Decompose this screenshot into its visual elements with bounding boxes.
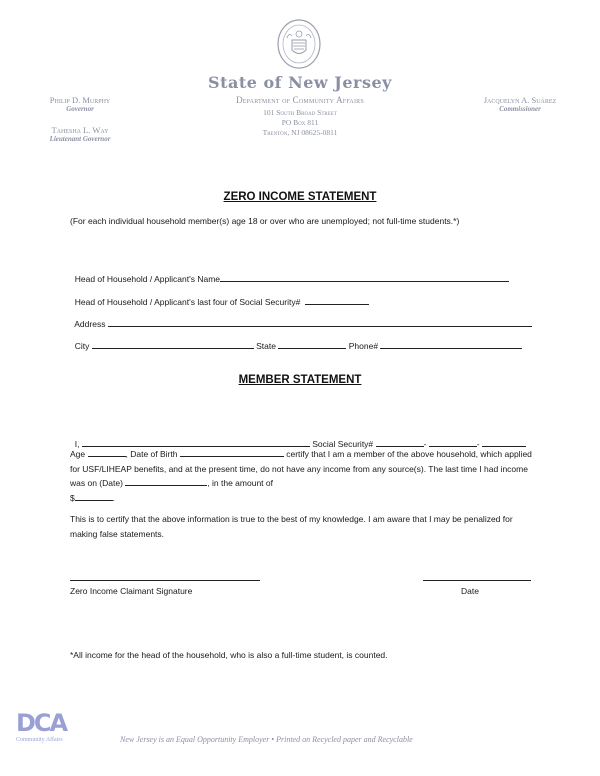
city-label: City bbox=[74, 341, 90, 351]
state-label: State bbox=[256, 341, 276, 351]
department-name: Department of Community Affairs bbox=[236, 95, 364, 105]
income-amount-field[interactable] bbox=[75, 491, 116, 503]
lt-governor-title: Lieutenant Governor bbox=[49, 135, 111, 143]
phone-field[interactable] bbox=[380, 339, 522, 349]
last-income-date-field[interactable] bbox=[125, 476, 207, 486]
member-name-field[interactable] bbox=[82, 437, 310, 447]
state-field[interactable] bbox=[278, 339, 346, 349]
signature-line[interactable] bbox=[70, 580, 260, 581]
commissioner-title: Commissioner bbox=[499, 105, 541, 113]
applicant-name-field[interactable] bbox=[220, 272, 509, 282]
signature-label: Zero Income Claimant Signature bbox=[70, 586, 193, 596]
footnote: *All income for the head of the household, who is also a full-time student, is counted. bbox=[70, 650, 388, 660]
dca-logo-subtitle: Community Affairs bbox=[16, 737, 63, 743]
governor-title: Governor bbox=[66, 105, 94, 113]
footer-tagline: New Jersey is an Equal Opportunity Employer • Printed on Recycled paper and Recyclable bbox=[120, 735, 413, 744]
lt-governor-name: Tahesha L. Way bbox=[51, 125, 109, 135]
governor-name: Philip D. Murphy bbox=[49, 95, 111, 105]
dca-logo-letters: DCA bbox=[16, 709, 67, 737]
phone-label: Phone# bbox=[348, 341, 379, 351]
state-seal-icon bbox=[276, 18, 322, 70]
age-label: Age bbox=[70, 449, 86, 459]
member-ssn-part3-field[interactable] bbox=[482, 437, 526, 447]
member-ssn-part2-field[interactable] bbox=[429, 437, 477, 447]
certify-text: certify that I am a member of the above household, which applied for USF/LIHEAP benefits, and at the present time, do not have any income from any source(s). The last time I had income was on (Date) bbox=[70, 449, 532, 488]
zero-income-heading: ZERO INCOME STATEMENT bbox=[223, 191, 377, 203]
state-title: State of New Jersey bbox=[208, 73, 392, 92]
address-row bbox=[70, 307, 532, 329]
ssn-separator: - bbox=[476, 439, 480, 449]
applicant-name-label: Head of Household / Applicant's Name bbox=[74, 274, 220, 284]
dob-label: , Date of Birth bbox=[125, 449, 178, 459]
date-label: Date bbox=[461, 586, 479, 596]
certification-statement: This is to certify that the above information is true to the best of my knowledge. I am aware that I may be penalized for making false statements. bbox=[70, 514, 513, 539]
applicant-ssn-row bbox=[70, 285, 369, 307]
applicant-name-row bbox=[70, 262, 509, 284]
age-field[interactable] bbox=[88, 447, 126, 457]
member-ssn-part1-field[interactable] bbox=[376, 437, 424, 447]
amount-text: , in the amount of bbox=[207, 478, 273, 488]
member-certify-paragraph bbox=[70, 447, 540, 505]
date-line[interactable] bbox=[423, 580, 531, 581]
member-ssn-label: Social Security# bbox=[312, 439, 374, 449]
member-statement-heading: MEMBER STATEMENT bbox=[238, 374, 362, 386]
city-state-phone-row bbox=[70, 329, 522, 351]
dob-field[interactable] bbox=[180, 447, 284, 457]
zero-income-subtitle: (For each individual household member(s) age 18 or over who are unemployed; not full-time students.*) bbox=[70, 216, 460, 226]
commissioner-name: Jacquelyn A. Suárez bbox=[483, 95, 557, 105]
i-label: I, bbox=[74, 439, 80, 449]
address-label: Address bbox=[74, 319, 106, 329]
commissioner-block bbox=[460, 95, 580, 113]
address-field[interactable] bbox=[108, 317, 532, 327]
dollar-sign: $ bbox=[70, 492, 75, 503]
city-field[interactable] bbox=[92, 339, 254, 349]
period: . bbox=[112, 492, 116, 503]
applicant-ssn-label: Head of Household / Applicant's last four of Social Security# bbox=[74, 297, 301, 307]
member-name-ssn-row bbox=[70, 427, 526, 449]
ssn-separator: - bbox=[423, 439, 427, 449]
lt-governor-block bbox=[20, 125, 140, 143]
applicant-ssn-field[interactable] bbox=[305, 295, 369, 305]
address-line-3: Trenton, NJ 08625-0811 bbox=[262, 128, 338, 137]
governor-block bbox=[20, 95, 140, 113]
dca-logo bbox=[16, 710, 82, 748]
address-line-2: PO Box 811 bbox=[281, 118, 319, 127]
address-line-1: 101 South Broad Street bbox=[263, 108, 337, 117]
